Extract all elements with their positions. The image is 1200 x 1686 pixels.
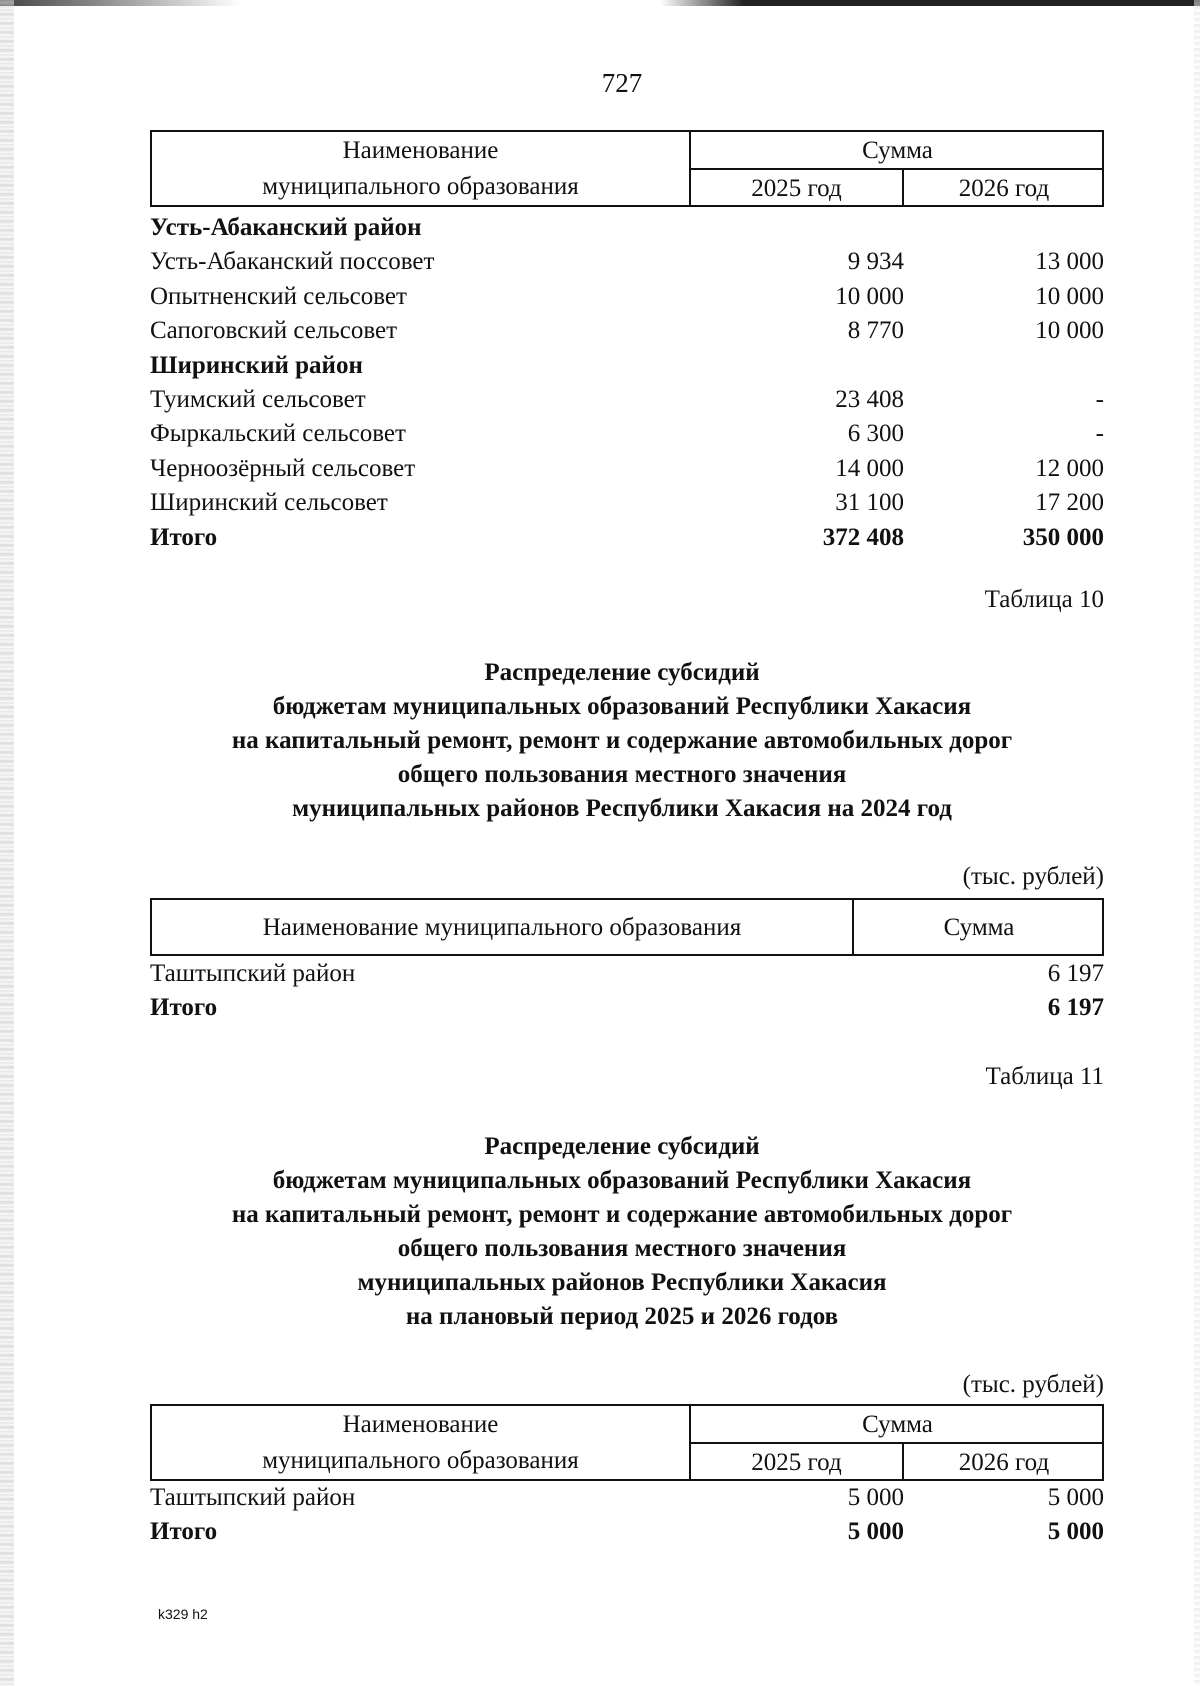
- row-value-2026: -: [1095, 386, 1104, 413]
- row-name: Опытненский сельсовет: [150, 282, 407, 310]
- row-value-2025: 5 000: [847, 1484, 904, 1511]
- row-value-2026: 10 000: [1035, 282, 1104, 310]
- table9-header-name-line2: муниципального образования: [262, 173, 579, 200]
- title-line: бюджетам муниципальных образований Республики Хакасия: [272, 1167, 972, 1194]
- row-name: Ширинский район: [150, 351, 363, 379]
- table-row: [150, 486, 1104, 520]
- row-value-2026: 12 000: [1035, 454, 1104, 482]
- table-row: [150, 417, 1104, 451]
- title-line: на капитальный ремонт, ремонт и содержание автомобильных дорог: [231, 727, 1013, 754]
- title-line: бюджетам муниципальных образований Республики Хакасия: [272, 693, 972, 720]
- page-number: 727: [601, 68, 643, 98]
- table11-header-name-line1: Наименование: [342, 1411, 499, 1438]
- table9-header-name-line1: Наименование: [342, 137, 499, 164]
- table11-header: [150, 1404, 1104, 1481]
- table11-header-sum: Сумма: [862, 1411, 933, 1438]
- table-row: [150, 211, 1104, 245]
- row-value-2025: 31 100: [835, 489, 904, 517]
- table9-header-year2: 2026 год: [958, 175, 1050, 202]
- table-row: [150, 349, 1104, 383]
- table-row: [150, 521, 1104, 555]
- scan-edge-top: [0, 0, 1200, 6]
- row-value-2026: 5 000: [1047, 1484, 1104, 1511]
- title-line: общего пользования местного значения: [397, 1235, 847, 1262]
- table11-units: (тыс. рублей): [962, 1371, 1104, 1398]
- row-name: Сапоговский сельсовет: [150, 317, 398, 345]
- row-value-2026: 17 200: [1035, 489, 1104, 517]
- table9-header-sum: Сумма: [862, 137, 933, 164]
- row-value-2026: 13 000: [1035, 248, 1104, 276]
- table11-label: Таблица 11: [985, 1063, 1104, 1090]
- table10-label: Таблица 10: [984, 586, 1104, 613]
- row-value-2026: 350 000: [1022, 523, 1104, 551]
- row-name: Ширинский сельсовет: [150, 489, 388, 517]
- row-value-2025: 372 408: [822, 523, 904, 551]
- row-value-2025: 14 000: [835, 454, 904, 482]
- row-value-2025: 8 770: [847, 317, 904, 345]
- row-name: Туимский сельсовет: [150, 386, 366, 413]
- row-value: 6 197: [1047, 960, 1104, 987]
- table-row: [150, 314, 1104, 348]
- title-line: на плановый период 2025 и 2026 годов: [405, 1303, 839, 1330]
- row-name: Черноозёрный сельсовет: [150, 454, 416, 482]
- table-row: [150, 452, 1104, 486]
- row-name: Таштыпский район: [150, 1484, 356, 1511]
- table9-header-year1: 2025 год: [751, 175, 842, 202]
- table11-header-name-line2: муниципального образования: [262, 1447, 579, 1474]
- table9-header: [150, 130, 1104, 207]
- table-row: [150, 957, 1104, 991]
- row-value-2025: 5 000: [847, 1518, 904, 1545]
- table10-title: [0, 656, 1200, 826]
- title-line: муниципальных районов Республики Хакасия: [357, 1269, 887, 1296]
- table11-header-year2: 2026 год: [958, 1449, 1050, 1476]
- table-row: [150, 991, 1104, 1025]
- row-name: Итого: [150, 994, 218, 1021]
- title-line: Распределение субсидий: [484, 1133, 760, 1160]
- table-row: [150, 1515, 1104, 1549]
- table10-header-sum: Сумма: [943, 914, 1015, 941]
- row-name: Таштыпский район: [150, 960, 356, 987]
- table-row: [150, 383, 1104, 417]
- row-value-2025: 6 300: [847, 420, 904, 448]
- table10-units: (тыс. рублей): [962, 863, 1104, 890]
- title-line: муниципальных районов Республики Хакасия на 2024 год: [292, 795, 952, 822]
- table-row: [150, 1481, 1104, 1515]
- title-line: Распределение субсидий: [484, 659, 760, 686]
- table11-title: [0, 1130, 1200, 1334]
- title-line: общего пользования местного значения: [397, 761, 847, 788]
- row-value-2026: -: [1095, 420, 1104, 448]
- row-value-2025: 23 408: [835, 386, 904, 413]
- scan-edge-left: [0, 0, 14, 1686]
- row-value: 6 197: [1047, 994, 1104, 1021]
- row-name: Усть-Абаканский поссовет: [150, 248, 435, 276]
- row-name: Усть-Абаканский район: [150, 214, 422, 241]
- table10-header: [150, 898, 1104, 956]
- table10-header-name: Наименование муниципального образования: [262, 914, 742, 941]
- table-row: [150, 245, 1104, 279]
- scan-edge-right: [1194, 0, 1200, 1686]
- row-value-2025: 9 934: [847, 248, 904, 276]
- table11-header-year1: 2025 год: [751, 1449, 842, 1476]
- footer-code: k329 h2: [158, 1606, 208, 1622]
- row-value-2025: 10 000: [835, 282, 904, 310]
- table-row: [150, 280, 1104, 314]
- row-value-2026: 5 000: [1047, 1518, 1104, 1545]
- row-value-2026: 10 000: [1035, 317, 1104, 345]
- row-name: Итого: [150, 1518, 218, 1545]
- title-line: на капитальный ремонт, ремонт и содержание автомобильных дорог: [231, 1201, 1013, 1228]
- row-name: Итого: [150, 523, 218, 551]
- row-name: Фыркальский сельсовет: [150, 420, 406, 448]
